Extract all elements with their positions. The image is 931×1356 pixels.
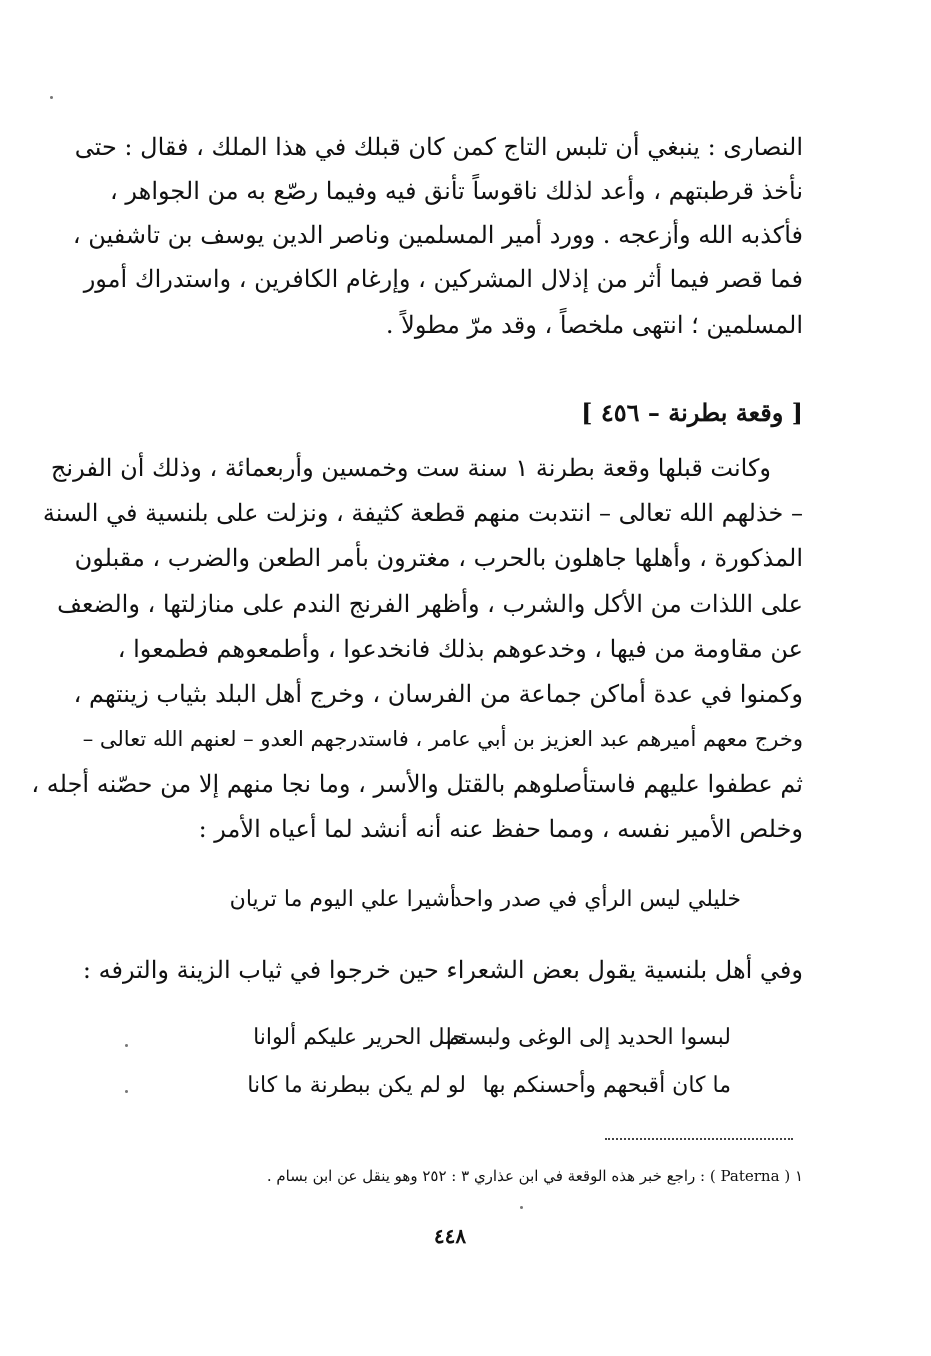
paragraph2-line: وخلص الأمير نفسه ، ومما حفظ عنه أنه أنشد لما أعياه الأمر : (198, 815, 803, 843)
paragraph2-line: وخرج معهم أميرهم عبد العزيز بن أبي عامر ، فاستدرجهم العدو – لعنهم الله تعالى – (82, 727, 803, 751)
scan-speck (520, 1206, 523, 1209)
footnote-separator (605, 1138, 793, 1140)
page-number: ٤٤٨ (433, 1224, 467, 1248)
paragraph1-line: النصارى : ينبغي أن تلبس التاج كمن كان قبلك في هذا الملك ، فقال : حتى (74, 133, 803, 161)
paragraph2-line: المذكورة ، وأهلها جاهلون بالحرب ، مغترون بأمر الطعن والضرب ، مقبلون (74, 544, 803, 572)
verse1-first-hemistich: خليلي ليس الرأي في صدر واحد (451, 887, 741, 912)
scan-speck (125, 1090, 128, 1093)
paragraph2-line: ثم عطفوا عليهم فاستأصلوهم بالقتل والأسر ، وما نجا منهم إلا من حصّنه أجله ، (31, 770, 803, 798)
verse2-line2-first-hemistich: ما كان أقبحهم وأحسنكم بها (482, 1073, 731, 1098)
scan-speck (125, 1044, 128, 1047)
verse2-line1-second-hemistich: حلل الحرير عليكم ألوانا (253, 1025, 466, 1050)
paragraph2-line: على اللذات من الأكل والشرب ، وأظهر الفرنج الندم على منازلتها ، والضعف (57, 590, 803, 618)
verse1-second-hemistich: أشيرا علي اليوم ما تريان (229, 887, 456, 912)
scan-speck (50, 96, 53, 99)
section-heading: [ وقعة بطرنة – ٤٥٦ ] (581, 398, 803, 427)
verse-intro-line: وفي أهل بلنسية يقول بعض الشعراء حين خرجوا في ثياب الزينة والترفه : (82, 956, 803, 984)
paragraph2-line: عن مقاومة من فيها ، وخدعوهم بذلك فانخدعوا ، وأطمعوهم فطمعوا ، (117, 635, 803, 663)
verse2-line1-first-hemistich: لبسوا الحديد إلى الوغى ولبستم (446, 1025, 731, 1050)
paragraph1-line: نأخذ قرطبتهم ، وأعد لذلك ناقوساً تأنق فيه وفيما رصّع به من الجواهر ، (110, 177, 803, 205)
footnote: ١ ( Paterna ) : راجع خبر هذه الوقعة في ابن عذاري ٣ : ٢٥٢ وهو ينقل عن ابن بسام . (266, 1167, 803, 1185)
paragraph2-line: – خذلهم الله تعالى – انتدبت منهم قطعة كثيفة ، ونزلت على بلنسية في السنة (42, 499, 803, 527)
paragraph2-line: وكمنوا في عدة أماكن جماعة من الفرسان ، وخرج أهل البلد بثياب زينتهم ، (73, 680, 803, 708)
paragraph2-line: وكانت قبلها وقعة بطرنة ١ سنة ست وخمسين وأربعمائة ، وذلك أن الفرنج (50, 454, 771, 482)
verse2-line2-second-hemistich: لو لم يكن ببطرنة ما كانا (247, 1073, 466, 1098)
paragraph1-line: فأكذبه الله وأزعجه . وورد أمير المسلمين وناصر الدين يوسف بن تاشفين ، (72, 221, 803, 249)
paragraph1-line: المسلمين ؛ انتهى ملخصاً ، وقد مرّ مطولاً . (385, 311, 803, 339)
paragraph1-line: فما قصر فيما أثر من إذلال المشركين ، وإرغام الكافرين ، واستدراك أمور (83, 265, 803, 293)
